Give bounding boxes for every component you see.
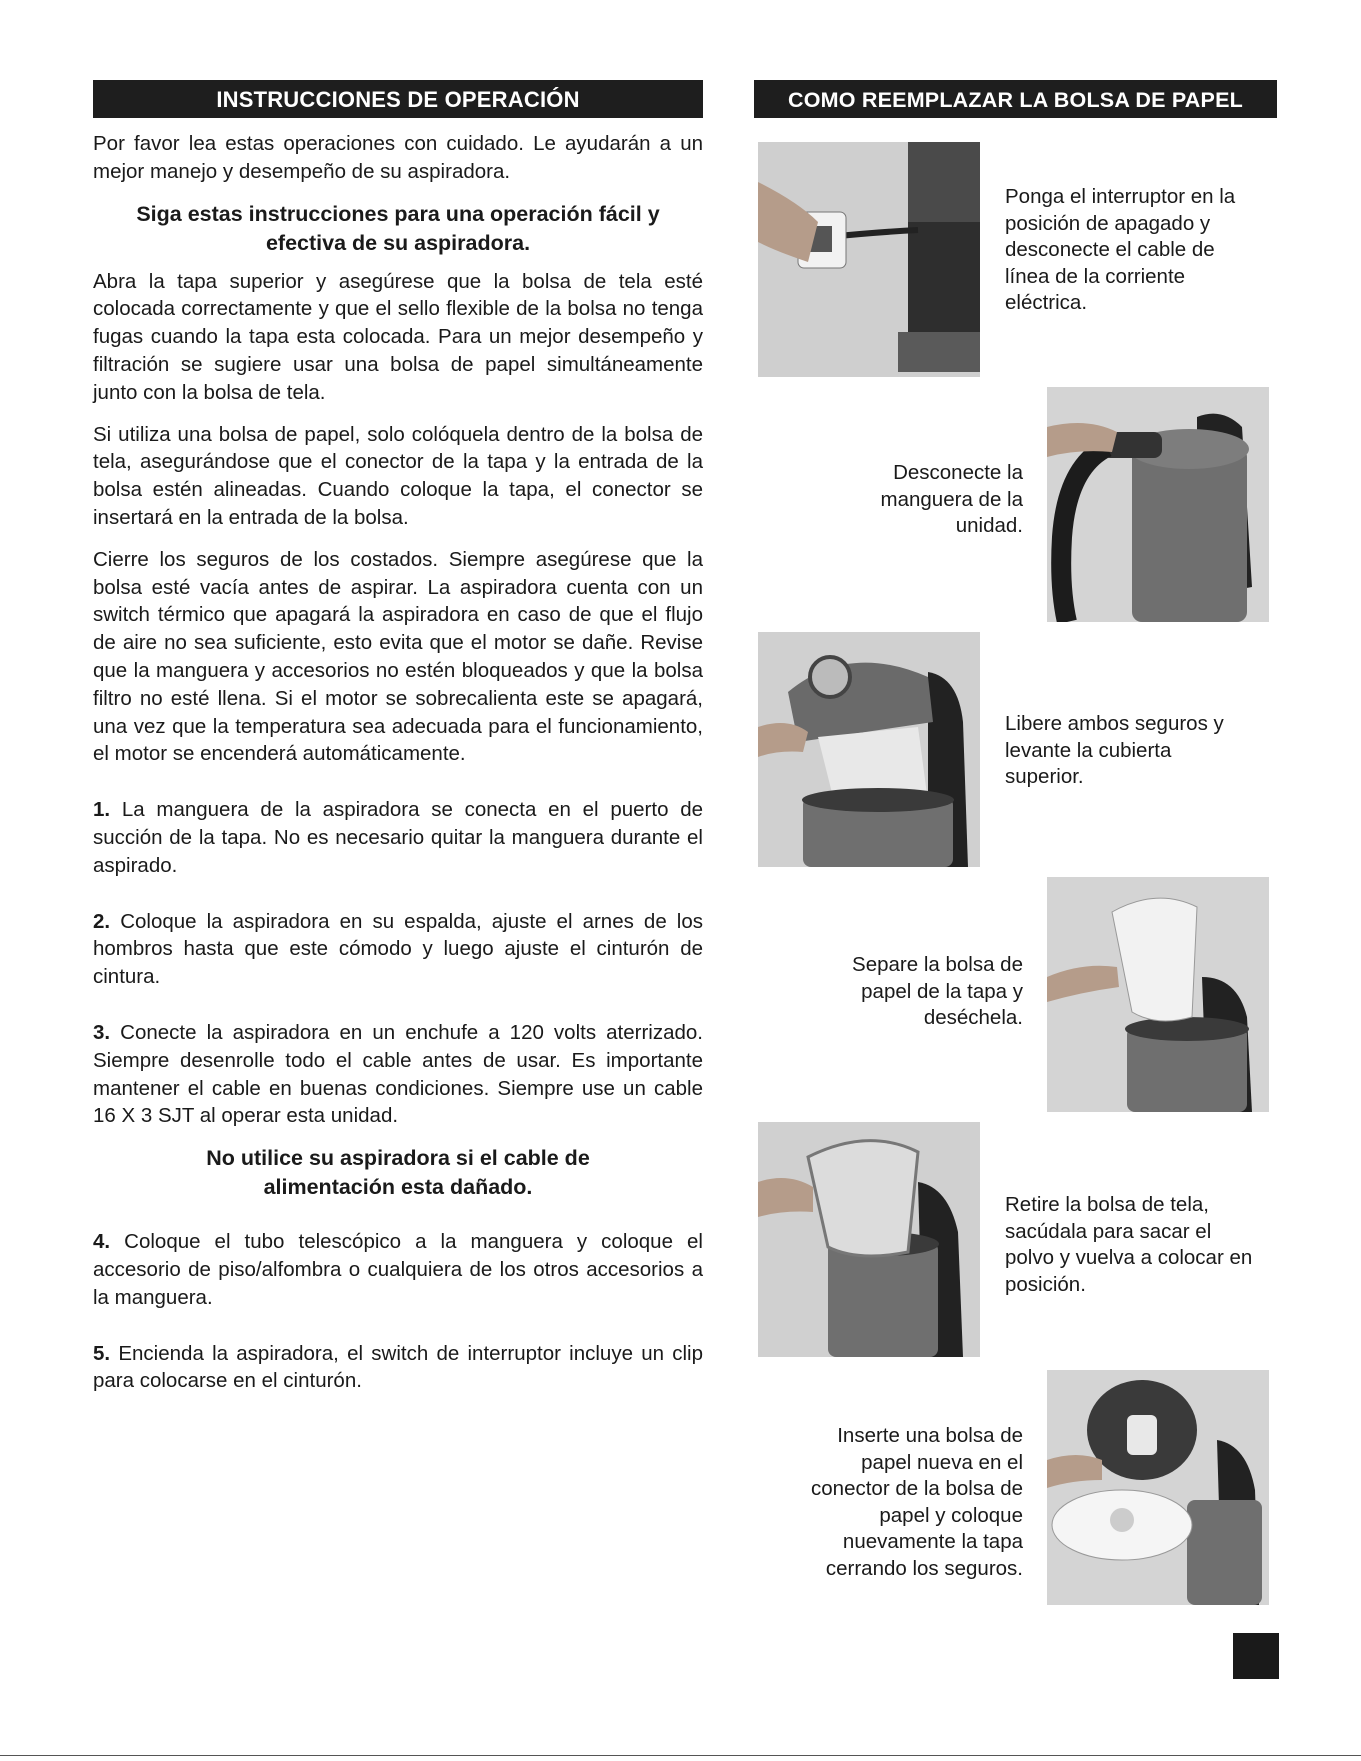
step-2-photo-disconnect-hose [1047,387,1269,622]
easy-operation-note: Siga estas instrucciones para una operación fácil y efectiva de su aspiradora. [136,201,660,255]
step-4-photo-remove-paper-bag [1047,877,1269,1112]
paragraph-paper-bag: Si utiliza una bolsa de papel, solo colóquela dentro de la bolsa de tela, asegurándose que el conector de la tapa y la entrada de la bolsa estén alineadas. Cuando coloque la tapa, el conector se insertará en la entrada de la bolsa. [93,422,703,529]
instruction-item-5 [93,1340,703,1396]
cable-warning: No utilice su aspiradora si el cable de alimentación esta dañado. [206,1146,590,1200]
item-text: Coloque la aspiradora en su espalda, ajuste el arnes de los hombros hasta que este cómodo y luego ajuste el cinturón de cintura. [93,909,703,989]
replace-paper-bag-column [754,80,1277,118]
item-number: 2. [93,909,111,933]
paragraph-thermal-switch: Cierre los seguros de los costados. Siempre asegúrese que la bolsa esté vacía antes de aspirar. La aspiradora cuenta con un switch térmico que apagará la aspiradora en caso de que el flujo de aire no sea suficiente, esto evita que el motor se dañe. Revise que la manguera y accesorios no estén bloqueados y que la bolsa filtro no esté llena. Si el motor se sobrecalienta este se apagará, una vez que la temperatura sea adecuada para el funcionamiento, el motor se encenderá automáticamente. [93,547,703,766]
operation-instructions-column [93,80,703,1395]
item-text: Coloque el tubo telescópico a la manguera y coloque el accesorio de piso/alfombra o cualquiera de los otros accesorios a la manguera. [93,1230,703,1309]
replace-paper-bag-heading: COMO REEMPLAZAR LA BOLSA DE PAPEL [754,80,1277,118]
item-text: Encienda la aspiradora, el switch de interruptor incluye un clip para colocarse en el cinturón. [93,1341,704,1393]
operation-instructions-heading: INSTRUCCIONES DE OPERACIÓN [93,80,703,118]
step-5-photo-cloth-bag [758,1122,980,1357]
item-number: 4. [93,1230,111,1254]
paragraph-open-lid: Abra la tapa superior y asegúrese que la bolsa de tela esté colocada correctamente y que el sello flexible de la bolsa no tenga fugas cuando la tapa esta colocada. Para un mejor desempeño y filtración se sugiere usar una bolsa de papel simultáneamente junto con la bolsa de tela. [93,269,703,404]
instruction-item-1 [93,796,703,879]
item-number: 3. [93,1020,111,1044]
step-6-photo-insert-new-bag [1047,1370,1269,1605]
step-3-caption: Libere ambos seguros y levante la cubierta superior. [1005,712,1224,788]
item-number: 1. [93,798,111,822]
item-text: Conecte la aspiradora en un enchufe a 120 volts aterrizado. Siempre desenrolle todo el cable antes de usar. Es importante mantener el cable en buenas condiciones. Siempre use un cable 16 X 3 SJT al operar esta unidad. [93,1020,703,1128]
step-6-caption: Inserte una bolsa de papel nueva en el conector de la bolsa de papel y coloque nuevamente la tapa cerrando los seguros. [811,1424,1023,1580]
intro-paragraph: Por favor lea estas operaciones con cuidado. Le ayudarán a un mejor manejo y desempeño de su aspiradora. [93,132,703,183]
step-5-caption: Retire la bolsa de tela, sacúdala para sacar el polvo y vuelva a colocar en posición. [1005,1193,1253,1296]
step-4-caption: Separe la bolsa de papel de la tapa y deséchela. [852,953,1023,1029]
step-2-caption: Desconecte la manguera de la unidad. [880,461,1023,537]
step-3-photo-open-lid [758,632,980,867]
page-number-box [1233,1633,1279,1679]
instruction-item-3 [93,1019,703,1130]
step-1-photo-power-switch [758,142,980,377]
item-number: 5. [93,1341,111,1365]
step-1-caption: Ponga el interruptor en la posición de apagado y desconecte el cable de línea de la corriente eléctrica. [1005,185,1236,314]
footer-rule [0,1755,1361,1756]
item-text: La manguera de la aspiradora se conecta en el puerto de succión de la tapa. No es necesario quitar la manguera durante el aspirado. [93,798,703,877]
instruction-item-4 [93,1228,703,1311]
instruction-item-2 [93,908,703,991]
